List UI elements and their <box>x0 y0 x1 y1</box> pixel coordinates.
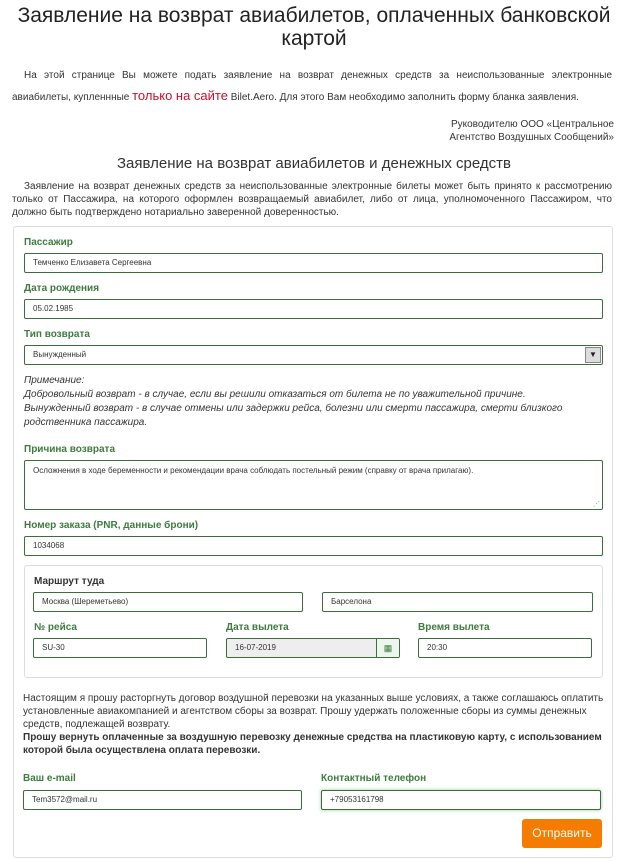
phone-input[interactable]: +79053161798 <box>321 790 601 810</box>
time-input[interactable]: 20:30 <box>418 638 592 658</box>
addressee <box>449 118 614 144</box>
intro-before: На этой странице Вы можете подать заявление на возврат денежных средств за неиспользованные электронные авиабилеты, купленнные <box>12 70 612 103</box>
description: Заявление на возврат денежных средств за неиспользованные электронные билеты может быть принято к рассмотрению только от Пассажира, на которого оформлен возвращаемый авиабилет, либо от лица, уполномоченного Пассажиром, что должно быть подтверждено нотариально заверенной доверенностью. <box>12 181 612 218</box>
note-line2: Вынужденный возврат - в случае отмены или задержки рейса, болезни или смерти пассажира, смерти близкого родственника пассажира. <box>24 403 563 428</box>
intro-after: Bilet.Aero. Для этого Вам необходимо заполнить форму бланка заявления. <box>227 92 579 103</box>
email-label: Ваш e-mail <box>23 773 76 784</box>
order-label: Номер заказа (PNR, данные брони) <box>24 520 199 531</box>
route-label: Маршрут туда <box>34 576 105 587</box>
note <box>24 374 604 430</box>
statement-text: Настоящим я прошу расторгнуть договор воздушной перевозки на указанных выше условиях, а также соглашаюсь оплатить установленные авиакомпанией и агентством сборы за возврат. Прошу удержать положенные сборы из суммы денежных средств, подлежащей возврату. <box>23 693 604 730</box>
intro-text <box>12 66 612 108</box>
refund-type-label: Тип возврата <box>24 329 90 340</box>
addressee-line2: Агентство Воздушных Сообщений» <box>449 132 614 143</box>
submit-button[interactable]: Отправить <box>522 819 602 848</box>
birthdate-label: Дата рождения <box>24 283 100 294</box>
date-label: Дата вылета <box>226 622 289 633</box>
form-subtitle: Заявление на возврат авиабилетов и денежных средств <box>116 155 511 172</box>
reason-value: Осложнения в ходе беременности и рекомендации врача соблюдать постельный режим (справку от врача прилагаю). <box>33 466 474 475</box>
passenger-input[interactable]: Темченко Елизавета Сергеевна <box>24 253 603 273</box>
reason-label: Причина возврата <box>24 444 116 455</box>
note-title: Примечание: <box>24 375 85 386</box>
email-input[interactable]: Tem3572@mail.ru <box>23 790 302 810</box>
passenger-label: Пассажир <box>24 237 73 248</box>
intro-highlight: только на сайте <box>132 88 228 103</box>
route-from-input[interactable]: Москва (Шереметьево) <box>33 592 303 612</box>
reason-textarea[interactable] <box>24 460 603 510</box>
calendar-icon[interactable]: ▦ <box>376 639 399 657</box>
chevron-down-icon[interactable]: ▼ <box>585 347 601 363</box>
refund-type-select[interactable] <box>24 345 603 365</box>
statement <box>23 692 605 757</box>
note-line1: Добровольный возврат - в случае, если вы решили отказаться от билета не по уважительной причине. <box>24 389 526 400</box>
addressee-line1: Руководителю ООО «Центральное <box>450 119 614 130</box>
date-value: 16-07-2019 <box>235 643 276 652</box>
flight-input[interactable]: SU-30 <box>33 638 207 658</box>
refund-type-value: Вынужденный <box>33 350 87 359</box>
route-section <box>24 565 603 678</box>
statement-bold: Прошу вернуть оплаченные за воздушную перевозку денежные средства на пластиковую карту, с использованием которой была осуществлена оплата перевозки. <box>23 732 602 756</box>
order-input[interactable]: 1034068 <box>24 536 603 556</box>
flight-label: № рейса <box>34 622 77 633</box>
birthdate-input[interactable]: 05.02.1985 <box>24 299 603 319</box>
time-label: Время вылета <box>418 622 490 633</box>
resize-handle-icon[interactable]: ⋰ <box>593 501 600 508</box>
phone-label: Контактный телефон <box>321 773 427 784</box>
date-input[interactable] <box>226 638 400 658</box>
route-to-input[interactable]: Барселона <box>322 592 593 612</box>
page-title: Заявление на возврат авиабилетов, оплаченных банковской картой <box>17 4 611 50</box>
